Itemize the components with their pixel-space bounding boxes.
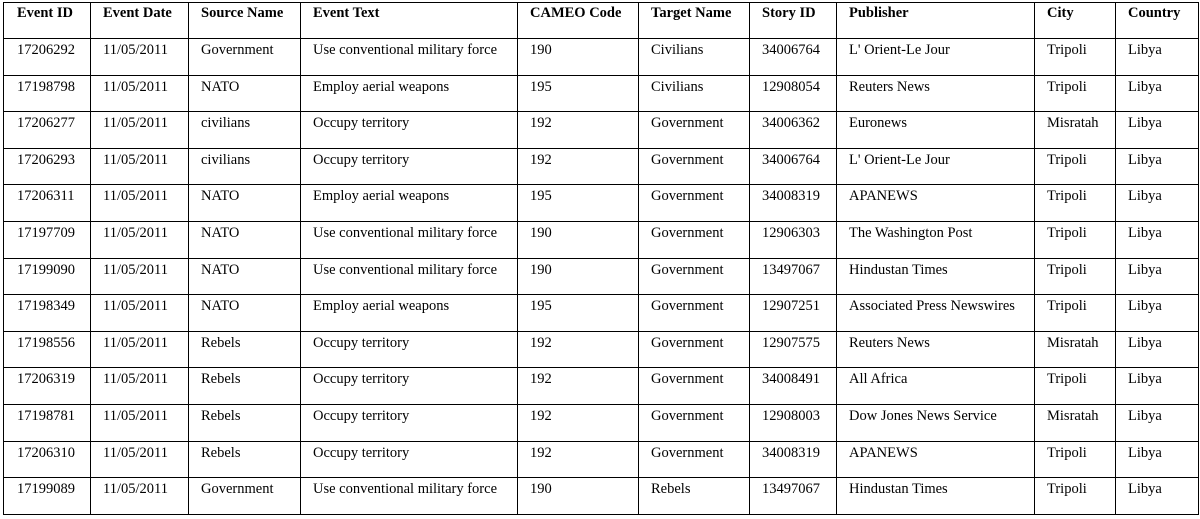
- cell-city: Misratah: [1035, 112, 1116, 149]
- cell-target-name: Rebels: [639, 478, 750, 515]
- cell-story-id: 34008319: [750, 441, 837, 478]
- cell-target-name: Government: [639, 295, 750, 332]
- cell-country: Libya: [1116, 368, 1199, 405]
- cell-country: Libya: [1116, 75, 1199, 112]
- cell-event-text: Employ aerial weapons: [301, 75, 518, 112]
- cell-target-name: Government: [639, 258, 750, 295]
- table-row: [4, 478, 1199, 515]
- cell-city: Tripoli: [1035, 75, 1116, 112]
- cell-publisher: Euronews: [837, 112, 1035, 149]
- cell-source-name: Rebels: [189, 368, 301, 405]
- cell-country: Libya: [1116, 185, 1199, 222]
- cell-event-date: 11/05/2011: [91, 112, 189, 149]
- cell-source-name: Rebels: [189, 404, 301, 441]
- cell-publisher: Hindustan Times: [837, 478, 1035, 515]
- cell-target-name: Government: [639, 368, 750, 405]
- cell-event-id: 17206311: [4, 185, 91, 222]
- cell-cameo-code: 190: [518, 478, 639, 515]
- cell-source-name: Rebels: [189, 441, 301, 478]
- cell-event-id: 17206310: [4, 441, 91, 478]
- cell-event-id: 17206277: [4, 112, 91, 149]
- cell-story-id: 12908003: [750, 404, 837, 441]
- cell-event-id: 17199089: [4, 478, 91, 515]
- cell-event-id: 17198798: [4, 75, 91, 112]
- cell-target-name: Government: [639, 112, 750, 149]
- cell-story-id: 34008491: [750, 368, 837, 405]
- cell-event-text: Occupy territory: [301, 148, 518, 185]
- cell-event-text: Employ aerial weapons: [301, 185, 518, 222]
- cell-target-name: Government: [639, 185, 750, 222]
- table-row: [4, 75, 1199, 112]
- cell-cameo-code: 195: [518, 185, 639, 222]
- cell-city: Tripoli: [1035, 39, 1116, 76]
- cell-publisher: The Washington Post: [837, 221, 1035, 258]
- cell-cameo-code: 192: [518, 331, 639, 368]
- cell-publisher: Reuters News: [837, 75, 1035, 112]
- cell-publisher: Reuters News: [837, 331, 1035, 368]
- cell-event-text: Use conventional military force: [301, 258, 518, 295]
- cell-target-name: Government: [639, 331, 750, 368]
- cell-event-text: Occupy territory: [301, 368, 518, 405]
- cell-event-date: 11/05/2011: [91, 185, 189, 222]
- cell-source-name: NATO: [189, 185, 301, 222]
- cell-target-name: Civilians: [639, 39, 750, 76]
- cell-story-id: 34006764: [750, 148, 837, 185]
- cell-source-name: NATO: [189, 295, 301, 332]
- cell-cameo-code: 190: [518, 221, 639, 258]
- cell-target-name: Government: [639, 404, 750, 441]
- header-row: [4, 3, 1199, 39]
- cell-source-name: Rebels: [189, 331, 301, 368]
- cell-publisher: All Africa: [837, 368, 1035, 405]
- cell-city: Tripoli: [1035, 258, 1116, 295]
- table-row: [4, 221, 1199, 258]
- cell-source-name: NATO: [189, 221, 301, 258]
- cell-event-id: 17198349: [4, 295, 91, 332]
- column-header-event-text: Event Text: [301, 3, 518, 39]
- cell-story-id: 13497067: [750, 258, 837, 295]
- cell-city: Tripoli: [1035, 295, 1116, 332]
- cell-cameo-code: 190: [518, 39, 639, 76]
- cell-event-id: 17198556: [4, 331, 91, 368]
- cell-source-name: NATO: [189, 75, 301, 112]
- cell-event-date: 11/05/2011: [91, 221, 189, 258]
- cell-city: Tripoli: [1035, 478, 1116, 515]
- cell-cameo-code: 192: [518, 368, 639, 405]
- cell-country: Libya: [1116, 441, 1199, 478]
- cell-target-name: Government: [639, 441, 750, 478]
- column-header-event-date: Event Date: [91, 3, 189, 39]
- cell-country: Libya: [1116, 331, 1199, 368]
- cell-publisher: APANEWS: [837, 185, 1035, 222]
- cell-publisher: Dow Jones News Service: [837, 404, 1035, 441]
- cell-story-id: 12907251: [750, 295, 837, 332]
- cell-event-date: 11/05/2011: [91, 478, 189, 515]
- cell-event-date: 11/05/2011: [91, 368, 189, 405]
- table-row: [4, 258, 1199, 295]
- table-row: [4, 39, 1199, 76]
- cell-publisher: APANEWS: [837, 441, 1035, 478]
- cell-country: Libya: [1116, 39, 1199, 76]
- cell-story-id: 13497067: [750, 478, 837, 515]
- cell-target-name: Civilians: [639, 75, 750, 112]
- cell-event-text: Use conventional military force: [301, 39, 518, 76]
- cell-source-name: civilians: [189, 112, 301, 149]
- cell-target-name: Government: [639, 221, 750, 258]
- table-row: [4, 331, 1199, 368]
- cell-story-id: 12906303: [750, 221, 837, 258]
- table-body: [4, 39, 1199, 515]
- cell-city: Tripoli: [1035, 185, 1116, 222]
- cell-event-id: 17197709: [4, 221, 91, 258]
- column-header-target-name: Target Name: [639, 3, 750, 39]
- cell-source-name: Government: [189, 478, 301, 515]
- column-header-city: City: [1035, 3, 1116, 39]
- cell-story-id: 34006764: [750, 39, 837, 76]
- cell-publisher: L' Orient-Le Jour: [837, 148, 1035, 185]
- cell-target-name: Government: [639, 148, 750, 185]
- table-row: [4, 295, 1199, 332]
- cell-story-id: 12908054: [750, 75, 837, 112]
- column-header-story-id: Story ID: [750, 3, 837, 39]
- cell-country: Libya: [1116, 221, 1199, 258]
- cell-cameo-code: 192: [518, 112, 639, 149]
- cell-event-text: Occupy territory: [301, 331, 518, 368]
- cell-source-name: civilians: [189, 148, 301, 185]
- cell-city: Misratah: [1035, 331, 1116, 368]
- cell-story-id: 34006362: [750, 112, 837, 149]
- cell-publisher: Hindustan Times: [837, 258, 1035, 295]
- cell-cameo-code: 192: [518, 441, 639, 478]
- cell-source-name: Government: [189, 39, 301, 76]
- cell-publisher: L' Orient-Le Jour: [837, 39, 1035, 76]
- cell-country: Libya: [1116, 148, 1199, 185]
- cell-cameo-code: 192: [518, 404, 639, 441]
- cell-city: Tripoli: [1035, 148, 1116, 185]
- cell-country: Libya: [1116, 258, 1199, 295]
- cell-story-id: 34008319: [750, 185, 837, 222]
- cell-cameo-code: 190: [518, 258, 639, 295]
- cell-city: Tripoli: [1035, 368, 1116, 405]
- cell-event-id: 17198781: [4, 404, 91, 441]
- cell-event-id: 17206293: [4, 148, 91, 185]
- cell-cameo-code: 195: [518, 75, 639, 112]
- column-header-source-name: Source Name: [189, 3, 301, 39]
- cell-event-id: 17199090: [4, 258, 91, 295]
- cell-country: Libya: [1116, 404, 1199, 441]
- cell-event-date: 11/05/2011: [91, 295, 189, 332]
- cell-country: Libya: [1116, 478, 1199, 515]
- cell-event-text: Occupy territory: [301, 404, 518, 441]
- cell-city: Tripoli: [1035, 221, 1116, 258]
- cell-city: Tripoli: [1035, 441, 1116, 478]
- column-header-country: Country: [1116, 3, 1199, 39]
- cell-country: Libya: [1116, 295, 1199, 332]
- table-row: [4, 368, 1199, 405]
- cell-publisher: Associated Press Newswires: [837, 295, 1035, 332]
- table-header: [4, 3, 1199, 39]
- table-row: [4, 112, 1199, 149]
- events-table: [3, 2, 1199, 515]
- cell-city: Misratah: [1035, 404, 1116, 441]
- cell-event-text: Occupy territory: [301, 441, 518, 478]
- table-row: [4, 148, 1199, 185]
- cell-source-name: NATO: [189, 258, 301, 295]
- cell-event-date: 11/05/2011: [91, 441, 189, 478]
- table-row: [4, 441, 1199, 478]
- cell-event-text: Occupy territory: [301, 112, 518, 149]
- cell-event-date: 11/05/2011: [91, 39, 189, 76]
- cell-event-id: 17206292: [4, 39, 91, 76]
- cell-event-date: 11/05/2011: [91, 258, 189, 295]
- cell-cameo-code: 192: [518, 148, 639, 185]
- column-header-event-id: Event ID: [4, 3, 91, 39]
- cell-event-date: 11/05/2011: [91, 331, 189, 368]
- cell-event-date: 11/05/2011: [91, 404, 189, 441]
- cell-event-date: 11/05/2011: [91, 75, 189, 112]
- cell-story-id: 12907575: [750, 331, 837, 368]
- table-row: [4, 185, 1199, 222]
- cell-cameo-code: 195: [518, 295, 639, 332]
- cell-event-text: Employ aerial weapons: [301, 295, 518, 332]
- cell-country: Libya: [1116, 112, 1199, 149]
- cell-event-text: Use conventional military force: [301, 478, 518, 515]
- column-header-cameo-code: CAMEO Code: [518, 3, 639, 39]
- table-row: [4, 404, 1199, 441]
- cell-event-text: Use conventional military force: [301, 221, 518, 258]
- cell-event-date: 11/05/2011: [91, 148, 189, 185]
- column-header-publisher: Publisher: [837, 3, 1035, 39]
- cell-event-id: 17206319: [4, 368, 91, 405]
